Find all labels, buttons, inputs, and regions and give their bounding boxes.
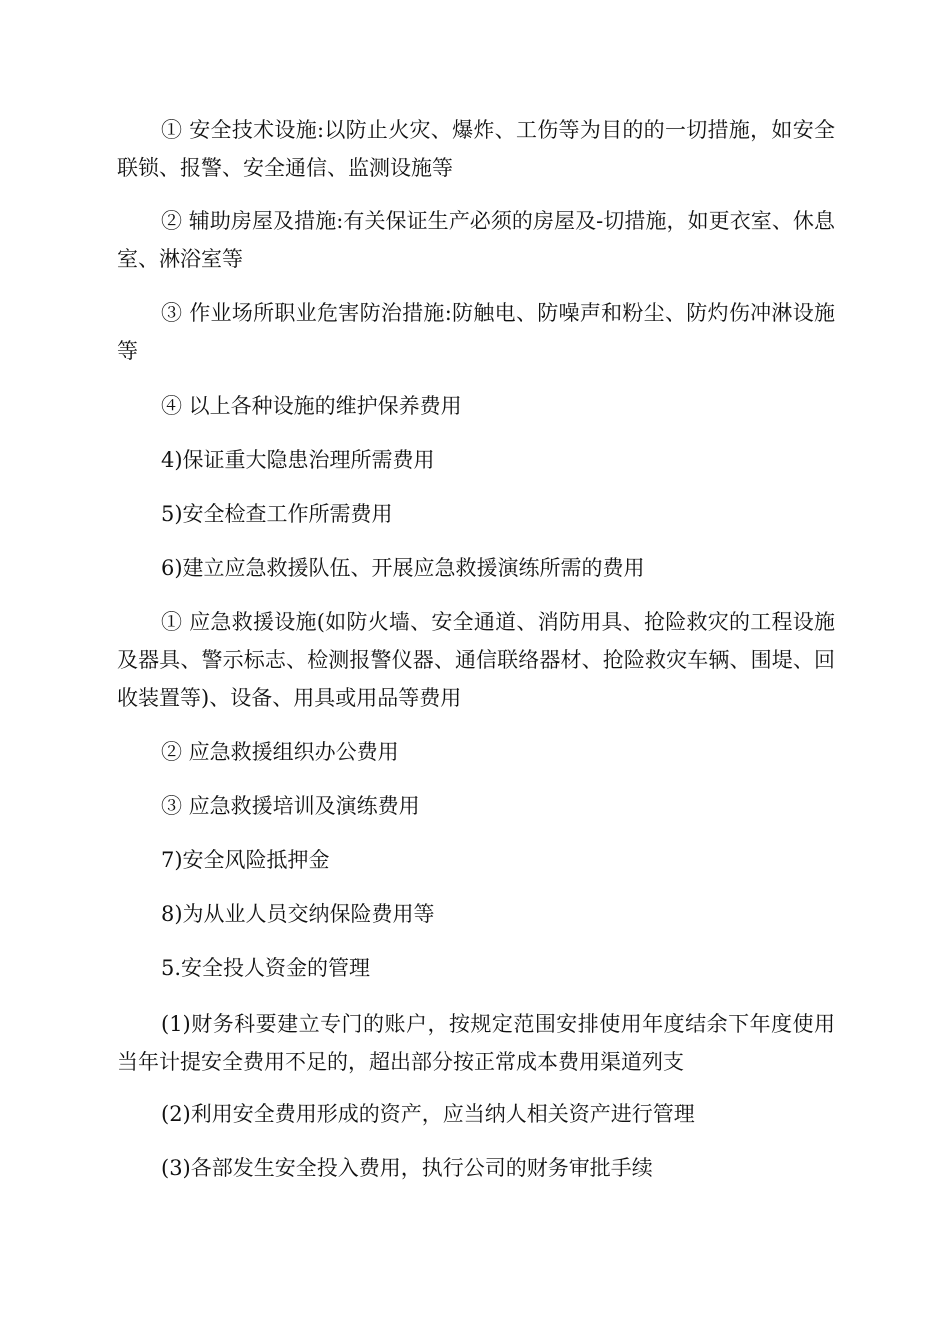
paragraph-emergency-office: ② 应急救援组织办公费用 bbox=[161, 740, 399, 764]
paragraph-safety-inspection: 5)安全检查工作所需费用 bbox=[161, 502, 393, 526]
paragraph-occupational-hazard-measures: ③ 作业场所职业危害防治措施:防触电、防噪声和粉尘、防灼伤冲淋设施等 bbox=[117, 301, 835, 363]
paragraph-safety-tech-facilities: ① 安全技术设施:以防止火灾、爆炸、工伤等为目的的一切措施，如安全联锁、报警、安全通信、监测设施等 bbox=[117, 118, 835, 180]
paragraph-hazard-remediation: 4)保证重大隐患治理所需费用 bbox=[161, 448, 435, 472]
paragraph-asset-management: (2)利用安全费用形成的资产，应当纳人相关资产进行管理 bbox=[161, 1102, 695, 1126]
paragraph-emergency-training: ③ 应急救援培训及演练费用 bbox=[161, 794, 420, 818]
paragraph-auxiliary-housing: ② 辅助房屋及措施:有关保证生产必须的房屋及-切措施，如更衣室、休息室、淋浴室等 bbox=[117, 209, 835, 271]
paragraph-dedicated-account: (1)财务科要建立专门的账户，按规定范围安排使用年度结余下年度使用当年计提安全费用不足的，超出部分按正常成本费用渠道列支 bbox=[117, 1012, 835, 1074]
paragraph-emergency-team: 6)建立应急救援队伍、开展应急救援演练所需的费用 bbox=[161, 556, 645, 580]
paragraph-emergency-facilities: ① 应急救援设施(如防火墙、安全通道、消防用具、抢险救灾的工程设施及器具、警示标志、检测报警仪器、通信联络器材、抢险救灾车辆、围堤、回收装置等)、设备、用具或用品等费用 bbox=[117, 610, 835, 710]
paragraph-maintenance-costs: ④ 以上各种设施的维护保养费用 bbox=[161, 394, 462, 418]
paragraph-insurance: 8)为从业人员交纳保险费用等 bbox=[161, 902, 435, 926]
paragraph-approval-procedures: (3)各部发生安全投入费用，执行公司的财务审批手续 bbox=[161, 1156, 653, 1180]
section-heading-fund-management: 5.安全投人资金的管理 bbox=[161, 956, 371, 980]
paragraph-risk-deposit: 7)安全风险抵押金 bbox=[161, 848, 330, 872]
